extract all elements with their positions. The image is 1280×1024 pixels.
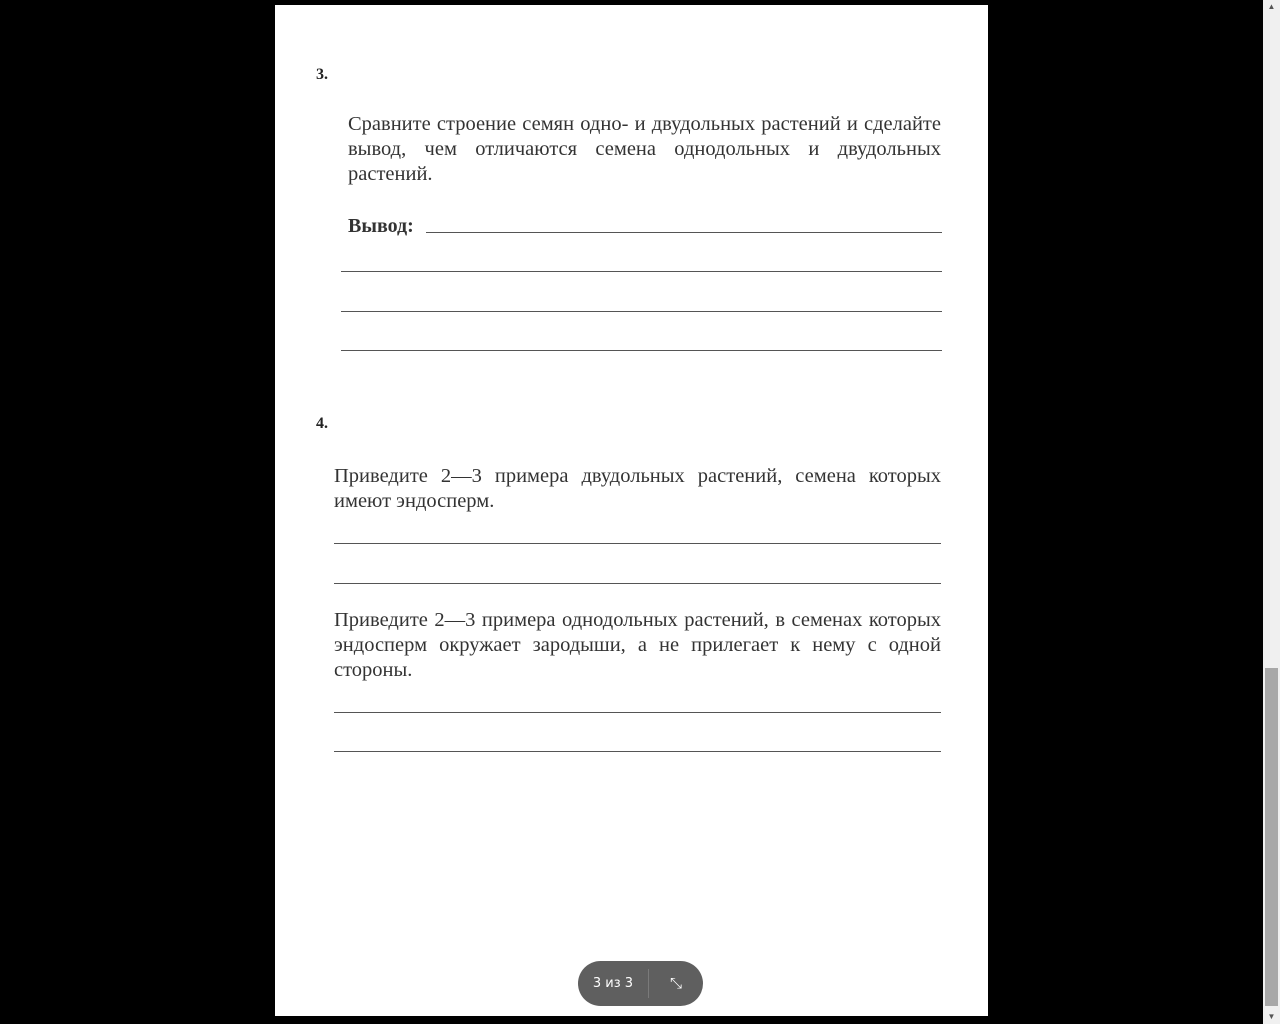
answer-line <box>341 311 942 312</box>
scroll-up-arrow-icon[interactable]: ▲ <box>1267 2 1276 11</box>
answer-line <box>426 232 942 233</box>
answer-line <box>341 271 942 272</box>
exit-fullscreen-button[interactable] <box>649 961 703 1006</box>
task-4-question-1: Приведите 2—3 примера двудольных растений, семена которых имеют эндосперм. <box>334 465 941 512</box>
task-3-number: 3. <box>316 66 328 83</box>
answer-line <box>334 712 941 713</box>
page-indicator: 3 из 3 <box>592 976 634 991</box>
task-4-question-2: Приведите 2—3 примера однодольных растений, в семенах которых эндосперм окружает зародыши, а не прилегает к нему с одной стороны. <box>334 609 941 681</box>
document-page <box>275 5 988 1016</box>
answer-line <box>334 543 941 544</box>
task-3-text: Сравните строение семян одно- и двудольных растений и сделайте вывод, чем отличаются семена однодольных и двудольных растений. <box>348 113 941 185</box>
scroll-down-arrow-icon[interactable]: ▼ <box>1267 1012 1276 1021</box>
vertical-scrollbar[interactable] <box>1263 0 1280 1024</box>
page-toolbar <box>578 961 703 1006</box>
collapse-arrows-icon: ⤡ <box>669 974 682 992</box>
conclusion-label: Вывод: <box>348 215 414 237</box>
scrollbar-thumb[interactable] <box>1265 668 1278 1006</box>
answer-line <box>334 751 941 752</box>
answer-line <box>341 350 942 351</box>
task-4-number: 4. <box>316 415 328 432</box>
answer-line <box>334 583 941 584</box>
